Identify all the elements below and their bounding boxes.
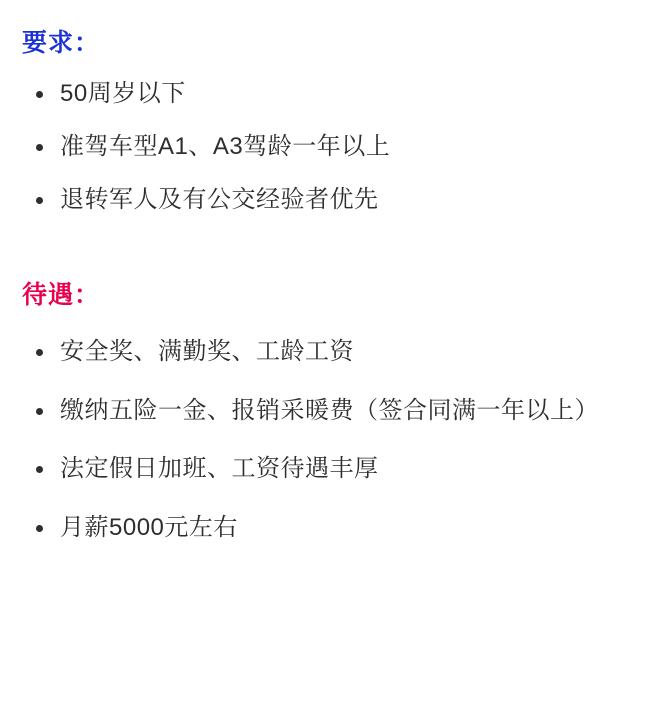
list-item: 退转军人及有公交经验者优先 (22, 181, 628, 220)
section-spacer (22, 234, 628, 278)
list-item: 50周岁以下 (22, 75, 628, 114)
list-item: 月薪5000元左右 (22, 509, 628, 548)
benefits-list (22, 333, 628, 549)
list-item: 缴纳五险一金、报销采暖费（签合同满一年以上） (22, 392, 628, 431)
benefits-section (22, 278, 628, 549)
requirements-heading: 要求： (22, 29, 101, 57)
list-item: 准驾车型A1、A3驾龄一年以上 (22, 128, 628, 167)
benefits-heading: 待遇： (22, 280, 101, 309)
requirements-section (22, 26, 628, 220)
requirements-list (22, 75, 628, 220)
list-item: 安全奖、满勤奖、工龄工资 (22, 333, 628, 372)
list-item: 法定假日加班、工资待遇丰厚 (22, 450, 628, 489)
